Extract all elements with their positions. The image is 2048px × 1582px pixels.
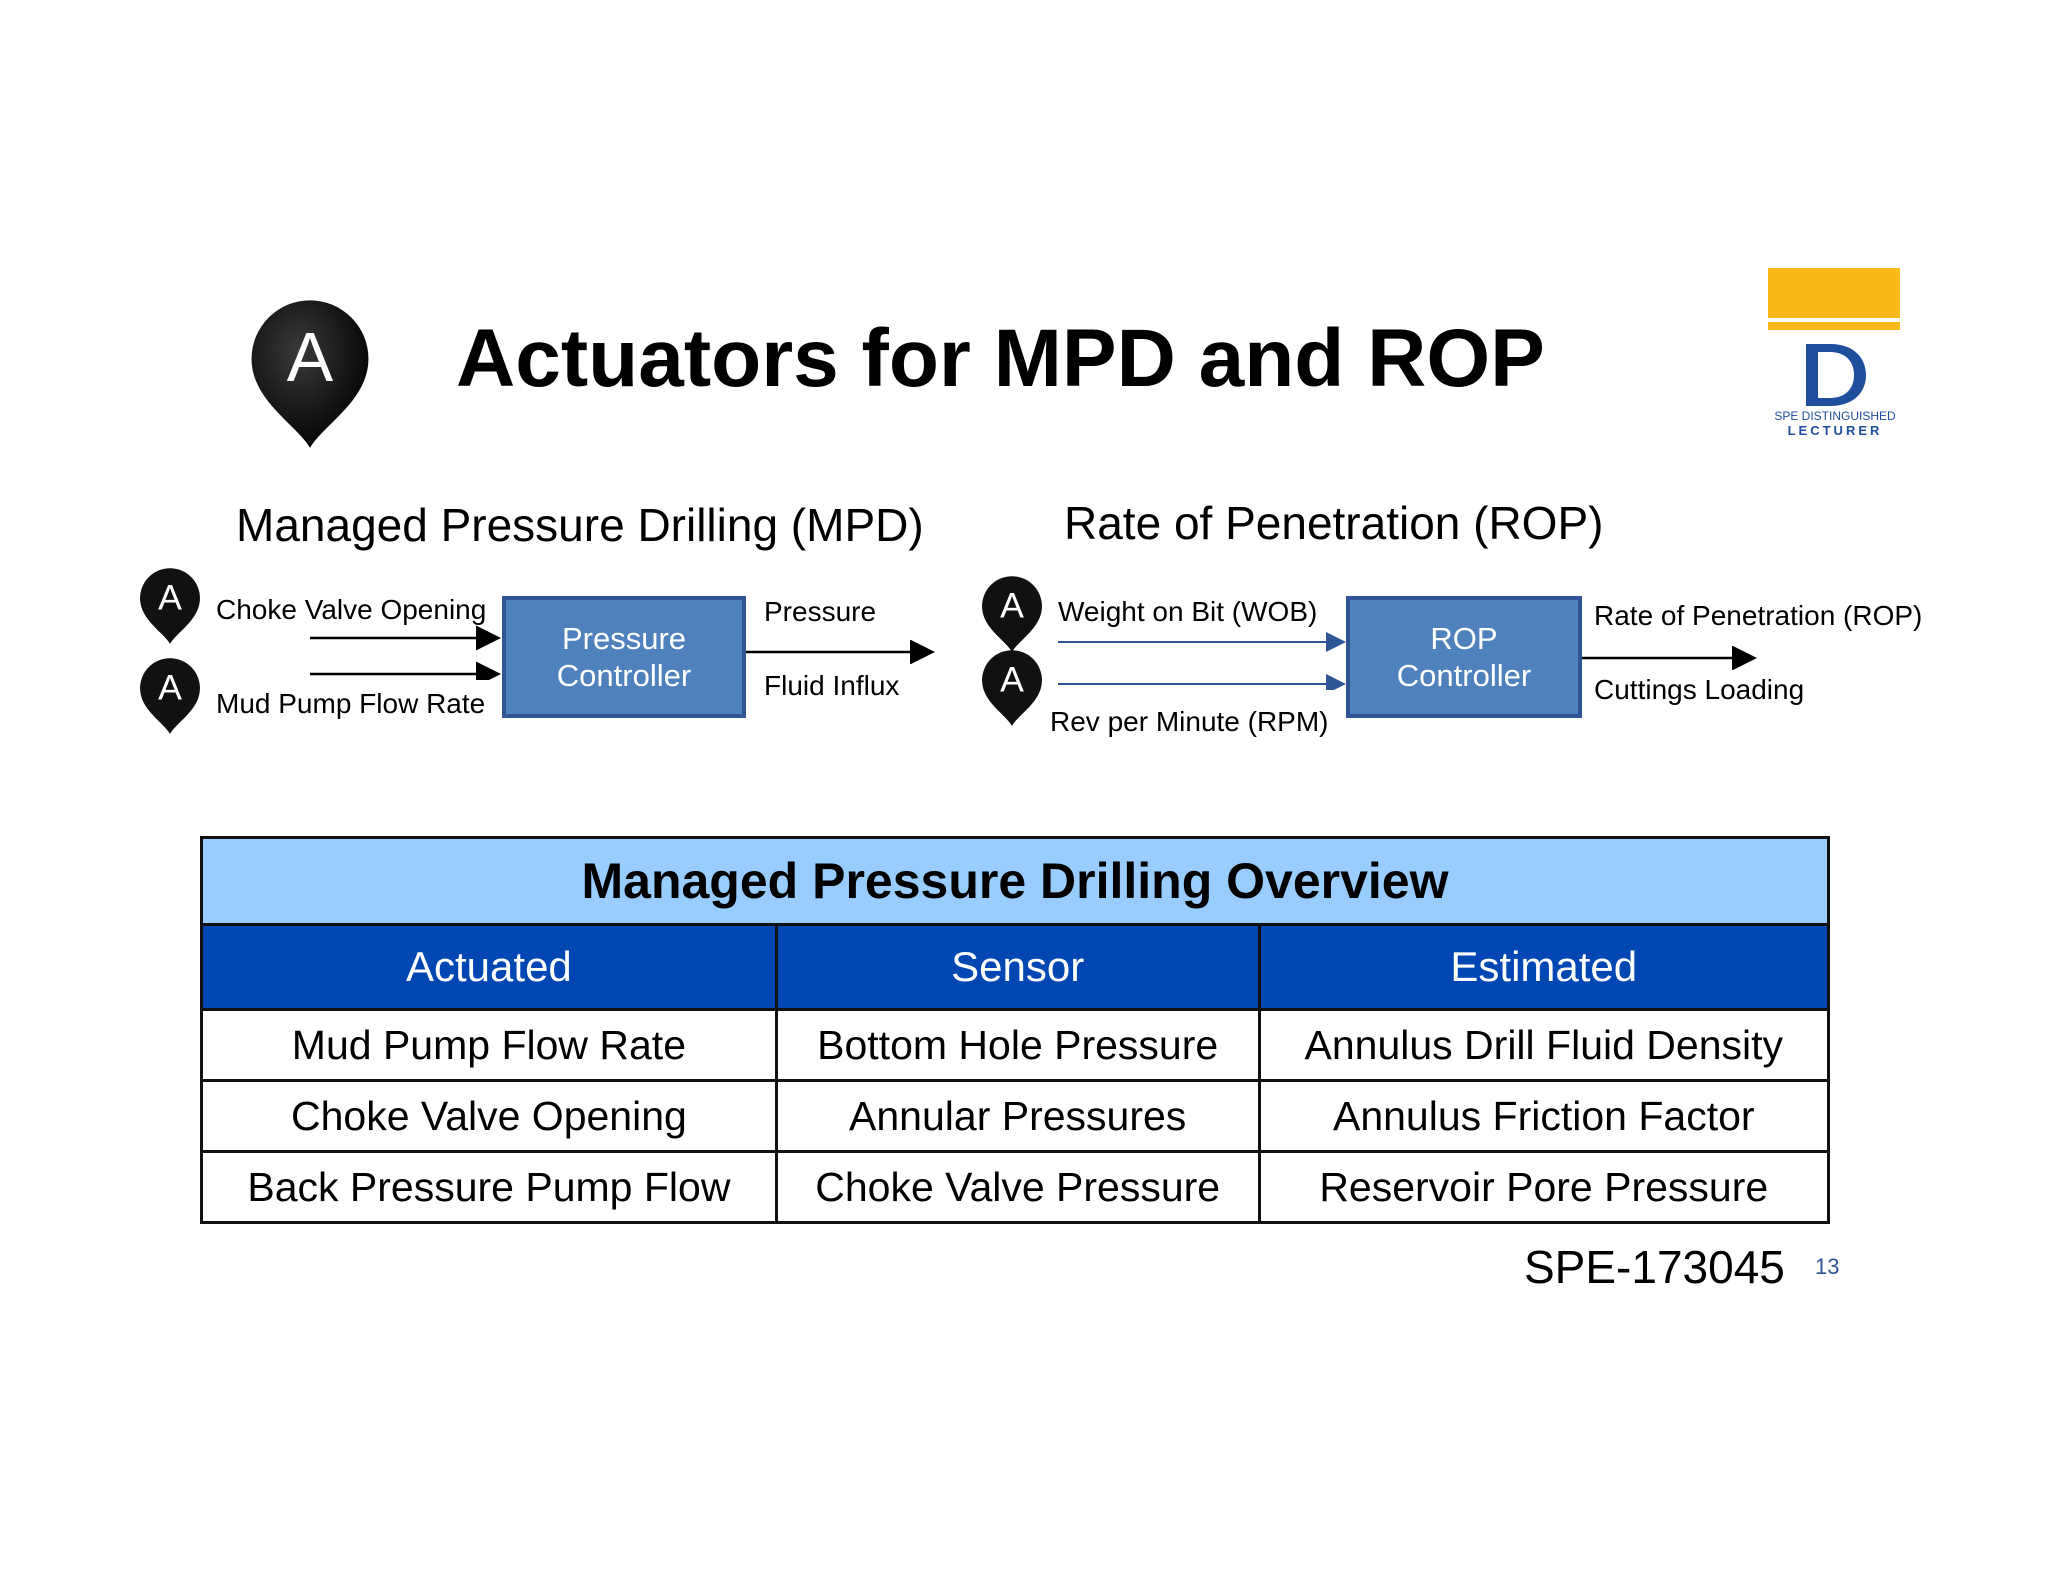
page-title: Actuators for MPD and ROP: [456, 313, 1545, 404]
logo-line: [1768, 322, 1900, 330]
mpd-input-label: Mud Pump Flow Rate: [216, 688, 486, 719]
table-cell: Annular Pressures: [776, 1081, 1259, 1152]
logo-text-line2: LECTURER: [1787, 423, 1883, 438]
paper-reference: SPE-173045: [1524, 1241, 1785, 1293]
table-cell: Back Pressure Pump Flow: [202, 1152, 777, 1223]
svg-text:A: A: [1000, 585, 1024, 626]
table-title: Managed Pressure Drilling Overview: [202, 838, 1829, 925]
pressure-controller-block: [502, 596, 746, 718]
table-cell: Mud Pump Flow Rate: [202, 1010, 777, 1081]
logo-text-line1: SPE DISTINGUISHED: [1774, 409, 1896, 423]
mpd-overview-table: [200, 836, 1830, 1224]
rop-output-label: Cuttings Loading: [1594, 674, 1805, 705]
mpd-output-label: Fluid Influx: [764, 670, 900, 701]
page-number: 13: [1815, 1254, 1840, 1279]
rop-controller-block: [1346, 596, 1582, 718]
column-header: Actuated: [202, 925, 777, 1010]
controller-label: Pressure: [561, 620, 687, 656]
table-cell: Reservoir Pore Pressure: [1259, 1152, 1828, 1223]
logo-bar: [1768, 268, 1900, 318]
rop-output-label: Rate of Penetration (ROP): [1594, 600, 1923, 631]
rop-input-label: Rev per Minute (RPM): [1050, 706, 1329, 737]
svg-text:A: A: [158, 577, 182, 618]
table-cell: Choke Valve Opening: [202, 1081, 777, 1152]
rop-output-arrow: [1580, 646, 1764, 670]
column-header: Sensor: [776, 925, 1259, 1010]
logo-d-icon: [1800, 340, 1870, 410]
mpd-input-label: Choke Valve Opening: [216, 594, 487, 625]
mpd-output-arrow: [744, 640, 944, 664]
table-row: [202, 1081, 1829, 1152]
mpd-heading: Managed Pressure Drilling (MPD): [236, 499, 924, 551]
pin-letter: A: [286, 318, 334, 397]
actuator-pin-icon: [976, 572, 1048, 654]
svg-text:A: A: [158, 667, 182, 708]
controller-label: Controller: [1396, 658, 1532, 693]
actuator-pin-icon: [976, 646, 1048, 728]
rop-input-arrows: [1050, 630, 1350, 690]
rop-heading: Rate of Penetration (ROP): [1064, 497, 1604, 549]
table-header-row: [202, 925, 1829, 1010]
controller-label: Controller: [556, 658, 692, 693]
mpd-input-arrows: [300, 620, 510, 680]
table-row: [202, 1010, 1829, 1081]
table-title-row: [202, 838, 1829, 925]
actuator-pin-icon: [134, 564, 206, 646]
table-cell: Annulus Drill Fluid Density: [1259, 1010, 1828, 1081]
svg-text:A: A: [1000, 659, 1024, 700]
mpd-output-label: Pressure: [764, 596, 877, 627]
actuator-pin-icon: [134, 654, 206, 736]
rop-input-label: Weight on Bit (WOB): [1058, 596, 1318, 627]
table-cell: Annulus Friction Factor: [1259, 1081, 1828, 1152]
table-cell: Bottom Hole Pressure: [776, 1010, 1259, 1081]
table-row: [202, 1152, 1829, 1223]
controller-label: ROP: [1430, 620, 1498, 656]
table-cell: Choke Valve Pressure: [776, 1152, 1259, 1223]
actuator-pin-icon: [240, 292, 380, 452]
column-header: Estimated: [1259, 925, 1828, 1010]
